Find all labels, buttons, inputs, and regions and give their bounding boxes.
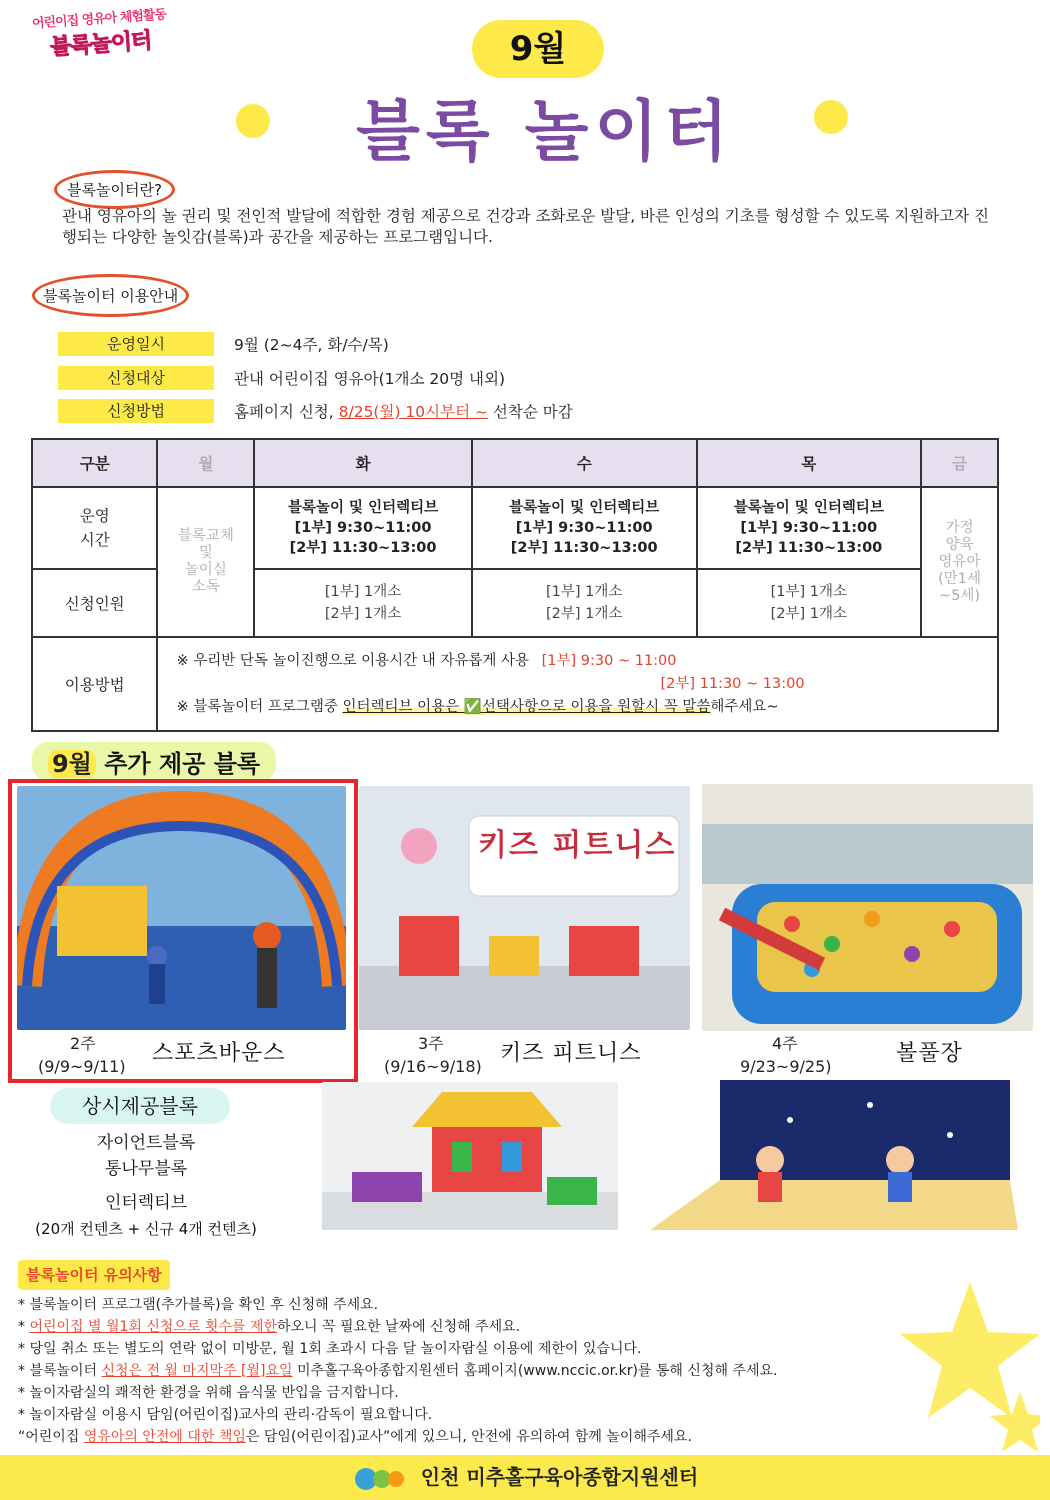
info-value: 관내 어린이집 영유아(1개소 20명 내외) bbox=[234, 370, 506, 388]
table-header: 수 bbox=[472, 439, 697, 487]
row-label: 이용방법 bbox=[32, 637, 157, 731]
note-text: * 블록놀이터 프로그램(추가블록)을 확인 후 신청해 주세요. bbox=[18, 1297, 379, 1313]
info-tag: 운영일시 bbox=[58, 332, 214, 356]
people-part2: [2부] 1개소 bbox=[770, 606, 848, 622]
list-item: (20개 컨텐츠 + 신규 4개 컨텐츠) bbox=[35, 1220, 257, 1238]
people-part1: [1부] 1개소 bbox=[545, 584, 623, 600]
usage-time1: [1부] 9:30 ~ 11:00 bbox=[541, 652, 677, 669]
info-tag: 신청방법 bbox=[58, 399, 214, 423]
title-dot-right bbox=[814, 100, 848, 134]
time-title: 블록놀이 및 인터렉티브 bbox=[287, 500, 439, 516]
time-part2: [2부] 11:30~13:00 bbox=[289, 540, 437, 556]
note-line bbox=[18, 1294, 1018, 1316]
week-dates: 9/23~9/25) bbox=[740, 1057, 832, 1076]
extra-banner bbox=[32, 742, 276, 781]
giant-block-image-icon bbox=[322, 1082, 618, 1230]
table-cell bbox=[254, 487, 472, 569]
info-value: 9월 (2~4주, 화/수/목) bbox=[234, 336, 389, 354]
note-text: 은 담임(어린이집)교사”에게 있으니, 안전에 유의하여 함께 놀이해주세요. bbox=[245, 1429, 692, 1445]
row-label: 운영 시간 bbox=[32, 487, 157, 569]
footer-org-name: 인천 미추홀구육아종합지원센터 bbox=[420, 1465, 699, 1489]
time-title: 블록놀이 및 인터렉티브 bbox=[509, 500, 660, 516]
notes-list bbox=[18, 1294, 1018, 1448]
table-header: 월 bbox=[157, 439, 254, 487]
table-header: 화 bbox=[254, 439, 472, 487]
header-stamp bbox=[8, 2, 191, 64]
time-title: 블록놀이 및 인터렉티브 bbox=[733, 500, 884, 516]
note-line bbox=[18, 1360, 1018, 1382]
week-dates: (9/16~9/18) bbox=[384, 1057, 482, 1076]
table-cell bbox=[472, 569, 697, 637]
time-part1: [1부] 9:30~11:00 bbox=[294, 520, 432, 536]
mon-note: 블록교체 및 놀이실 소독 bbox=[157, 487, 254, 637]
item-name: 키즈 피트니스 bbox=[500, 1041, 642, 1066]
page-title: 블록 놀이터 bbox=[356, 93, 734, 170]
usage-line1 bbox=[176, 650, 997, 673]
note-text: * 당일 취소 또는 별도의 연락 없이 미방문, 월 1회 초과시 다음 달 놀이자람실 이용에 제한이 있습니다. bbox=[18, 1341, 642, 1357]
usage-line2 bbox=[176, 696, 997, 719]
usage-highlight: 인터렉티브 이용은 ✅선택사항으로 이용을 원할시 꼭 말씀 bbox=[342, 698, 711, 715]
usage-cell bbox=[157, 637, 998, 731]
usage-time2: [2부] 11:30 ~ 13:00 bbox=[660, 675, 805, 692]
intro-label: 블록놀이터란? bbox=[54, 170, 175, 209]
info-value bbox=[234, 400, 573, 422]
footer-bar bbox=[0, 1455, 1050, 1500]
fri-note: 가정 양육 영유아 (만1세 ~5세) bbox=[921, 487, 998, 637]
people-part1: [1부] 1개소 bbox=[324, 584, 402, 600]
note-emphasis: 영유아의 안전에 대한 책임 bbox=[83, 1429, 246, 1445]
ball-pool-photo bbox=[702, 784, 1033, 1031]
org-logo-icon bbox=[352, 1464, 408, 1494]
week-label: 2주 bbox=[70, 1034, 96, 1053]
time-part1: [1부] 9:30~11:00 bbox=[515, 520, 653, 536]
interactive-image-icon bbox=[650, 1080, 1018, 1230]
table-header: 구분 bbox=[32, 439, 157, 487]
list-item: 자이언트블록 bbox=[96, 1133, 196, 1153]
table-row bbox=[32, 487, 998, 569]
note-line bbox=[18, 1404, 1018, 1426]
table-row bbox=[32, 637, 998, 731]
interactive-photo bbox=[650, 1080, 1018, 1230]
notes-title: 블록놀이터 유의사항 bbox=[18, 1260, 170, 1290]
note-line bbox=[18, 1338, 1018, 1360]
sports-bounce-photo bbox=[17, 786, 346, 1030]
people-part2: [2부] 1개소 bbox=[324, 606, 402, 622]
item-name: 볼풀장 bbox=[896, 1041, 963, 1066]
intro-text: 관내 영유아의 놀 권리 및 전인적 발달에 적합한 경험 제공으로 건강과 조화로운 발달, 바른 인성의 기초를 형성할 수 있도록 지원하고자 진행되는 다양한 놀잇감(블록)과 공간을 제공하는 프로그램입니다. bbox=[62, 207, 989, 246]
table-cell bbox=[697, 487, 922, 569]
extra-banner-text: 추가 제공 블록 bbox=[95, 750, 261, 778]
stamp-line1: 어린이집 영유아 체험활동 bbox=[31, 7, 167, 32]
usage-text: ※ 블록놀이터 프로그램중 bbox=[176, 698, 343, 715]
info-row-date bbox=[58, 331, 389, 357]
note-line bbox=[18, 1426, 1018, 1448]
row-label: 신청인원 bbox=[32, 569, 157, 637]
note-text: * bbox=[18, 1319, 30, 1335]
note-line bbox=[18, 1382, 1018, 1404]
table-cell bbox=[254, 569, 472, 637]
list-item: 인터렉티브 bbox=[104, 1193, 188, 1213]
guide-label: 블록놀이터 이용안내 bbox=[32, 274, 189, 317]
table-cell bbox=[472, 487, 697, 569]
note-text: * 블록놀이터 bbox=[18, 1363, 102, 1379]
time-part2: [2부] 11:30~13:00 bbox=[735, 540, 883, 556]
note-line bbox=[18, 1316, 1018, 1338]
info-tag: 신청대상 bbox=[58, 366, 214, 390]
week-label: 4주 bbox=[772, 1034, 798, 1053]
sports-bounce-image-icon bbox=[17, 786, 346, 1030]
note-emphasis: 어린이집 별 월1회 신청으로 횟수를 제한 bbox=[29, 1319, 277, 1335]
note-emphasis: 신청은 전 월 마지막주 [월]요일 bbox=[101, 1363, 293, 1379]
week-dates: (9/9~9/11) bbox=[38, 1057, 126, 1076]
note-text: * 놀이자람실 이용시 담임(어린이집)교사의 관리·감독이 필요합니다. bbox=[18, 1407, 433, 1423]
method-prefix: 홈페이지 신청, bbox=[234, 403, 339, 421]
time-part1: [1부] 9:30~11:00 bbox=[740, 520, 878, 536]
info-row-target bbox=[58, 365, 505, 391]
table-header-row bbox=[32, 439, 998, 487]
people-part2: [2부] 1개소 bbox=[545, 606, 623, 622]
title-dot-left bbox=[236, 104, 270, 138]
kids-fitness-sign: 키즈 피트니스 bbox=[478, 828, 677, 863]
usage-text: ※ 우리반 단독 놀이진행으로 이용시간 내 자유롭게 사용 bbox=[176, 652, 530, 669]
ball-pool-image-icon bbox=[702, 784, 1033, 1031]
list-item: 통나무블록 bbox=[104, 1159, 188, 1179]
giant-block-photo bbox=[322, 1082, 618, 1230]
table-header: 금 bbox=[921, 439, 998, 487]
info-row-method bbox=[58, 398, 573, 424]
method-date-link[interactable]: 8/25(월) 10시부터 ~ bbox=[338, 403, 488, 421]
schedule-table bbox=[31, 438, 999, 732]
star-decoration-icon bbox=[900, 1282, 1040, 1452]
note-text: * 놀이자람실의 쾌적한 환경을 위해 음식물 반입을 금지합니다. bbox=[18, 1385, 399, 1401]
method-suffix: 선착순 마감 bbox=[492, 403, 573, 421]
permanent-list bbox=[0, 1130, 292, 1242]
table-header: 목 bbox=[697, 439, 922, 487]
stamp-line2: 블록놀이터 bbox=[49, 28, 153, 61]
table-cell bbox=[697, 569, 922, 637]
note-text: 미추홀구육아종합지원센터 홈페이지(www.nccic.or.kr)를 통해 신청해 주세요. bbox=[292, 1363, 778, 1379]
people-part1: [1부] 1개소 bbox=[770, 584, 848, 600]
permanent-label: 상시제공블록 bbox=[50, 1088, 230, 1124]
month-badge: 9월 bbox=[472, 20, 604, 78]
note-text: “어린이집 bbox=[18, 1429, 84, 1445]
item-name: 스포츠바운스 bbox=[152, 1041, 286, 1066]
extra-banner-month: 9월 bbox=[48, 750, 96, 778]
time-part2: [2부] 11:30~13:00 bbox=[510, 540, 658, 556]
usage-text: 해주세요~ bbox=[710, 698, 779, 715]
note-text: 하오니 꼭 필요한 날짜에 신청해 주세요. bbox=[277, 1319, 521, 1335]
week-label: 3주 bbox=[418, 1034, 444, 1053]
